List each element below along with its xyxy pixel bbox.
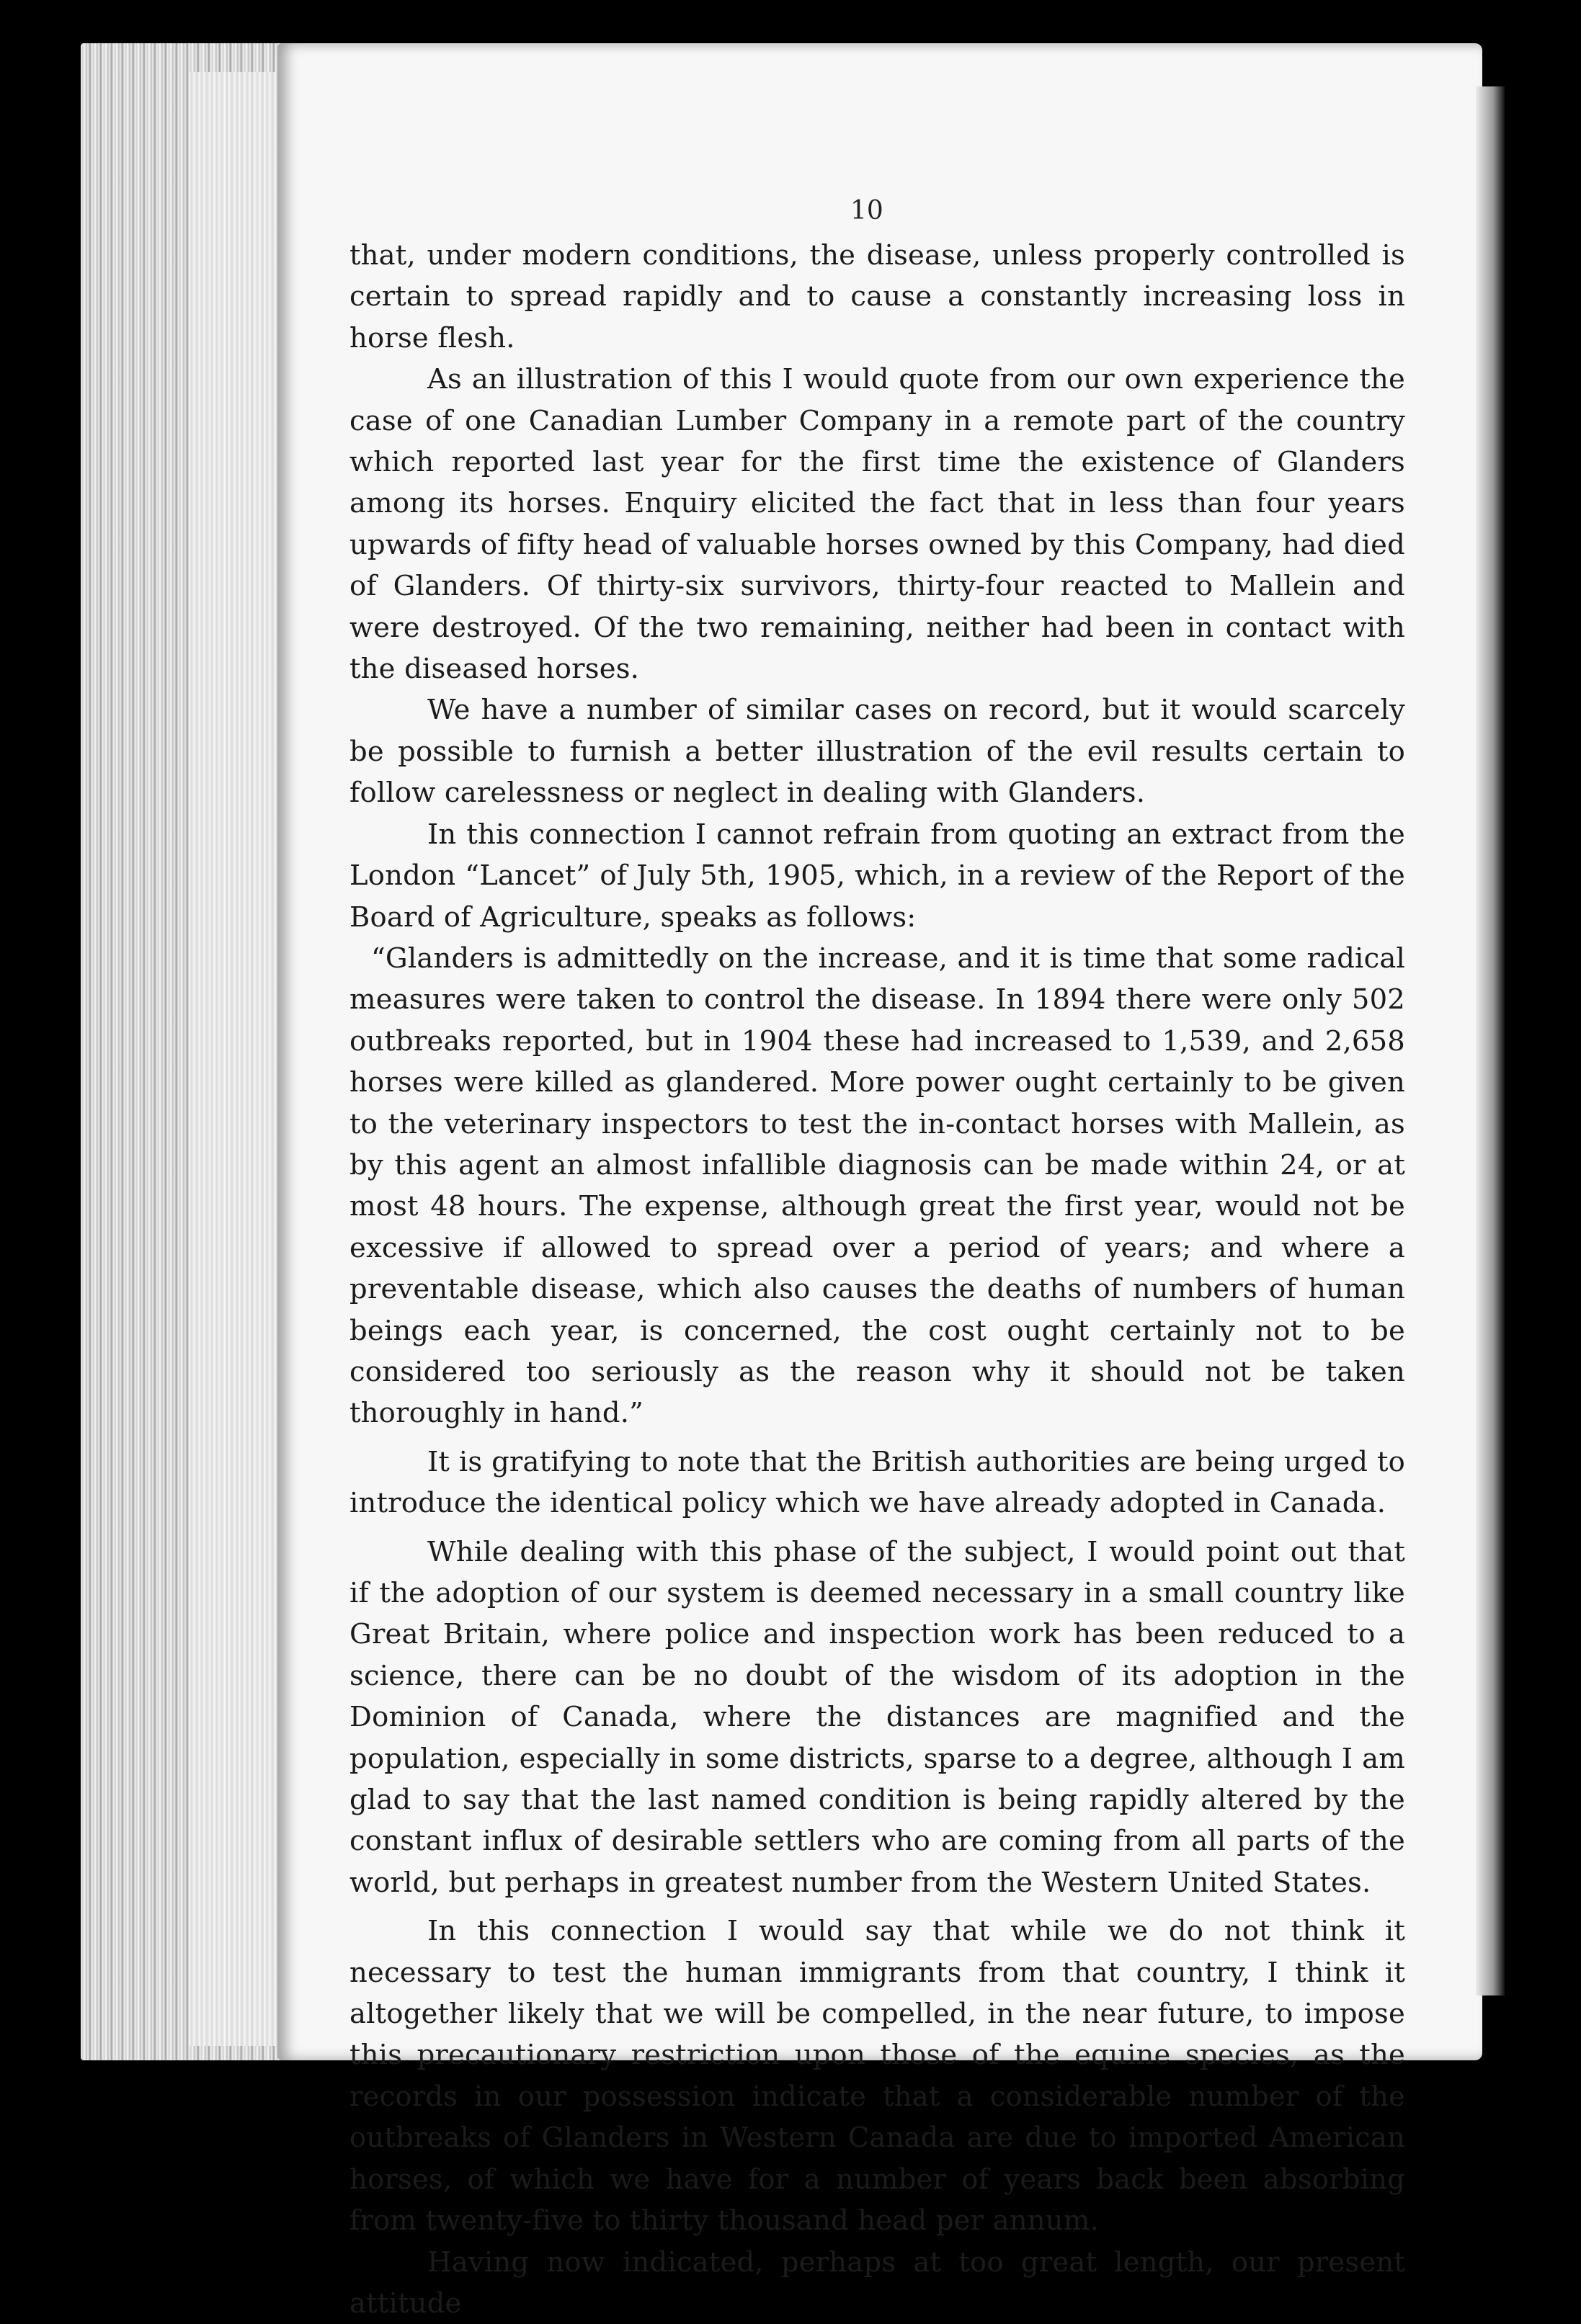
book-page-edges bbox=[81, 43, 297, 2060]
paragraph-lancet-intro: In this connection I cannot refrain from quoting an extract from the London “Lancet” of July 5th, 1905, which, in a review of the Report of the Board of Agriculture, speaks as follows: bbox=[349, 814, 1405, 938]
paragraph-similar-cases: We have a number of similar cases on record, but it would scarcely be possible to furnish a better illustration of the evil results certain to follow carelessness or neglect in dealing with Glanders. bbox=[349, 689, 1405, 813]
page-number: 10 bbox=[850, 196, 883, 225]
paragraph-lancet-quote: “Glanders is admittedly on the increase, and it is time that some radical measures were taken to control the disease. In 1894 there were only 502 outbreaks reported, but in 1904 these had increased to 1,539, and 2,658 horses were killed as glandered. More power ought certainly to be given to the veterinary inspectors to test the in-contact horses with Mallein, as by this agent an almost infallible diagnosis can be made within 24, or at most 48 hours. The expense, although great the first year, would not be excessive if allowed to spread over a period of years; and where a preventable disease, which also causes the deaths of numbers of human beings each year, is concerned, the cost ought certainly not to be considered too seriously as the reason why it should not be taken thoroughly in hand.” bbox=[349, 938, 1405, 1434]
paragraph-closing: Having now indicated, perhaps at too great length, our present attitude bbox=[349, 2242, 1405, 2324]
body-text bbox=[349, 195, 1405, 2324]
paragraph-american-horses: In this connection I would say that while we do not think it necessary to test the human immigrants from that country, I think it altogether likely that we will be compelled, in the near future, to impose this precautionary restriction upon those of the equine species, as the records in our possession indicate that a considerable number of the outbreaks of Glanders in Western Canada are due to imported American horses, of which we have for a number of years back been absorbing from twenty-five to thirty thousand head per annum. bbox=[349, 1910, 1405, 2241]
paragraph-british-authorities: It is gratifying to note that the British authorities are being urged to introduce the identical policy which we have already adopted in Canada. bbox=[349, 1442, 1405, 1524]
page-right-edge-shadow bbox=[1476, 86, 1505, 1995]
paragraph-dominion-of-canada: While dealing with this phase of the subject, I would point out that if the adoption of our system is deemed necessary in a small country like Great Britain, where police and inspection work has been reduced to a science, there can be no doubt of the wisdom of its adoption in the Dominion of Canada, where the distances are magnified and the population, especially in some districts, sparse to a degree, although I am glad to say that the last named condition is being rapidly altered by the constant influx of desirable settlers who are coming from all parts of the world, but perhaps in greatest number from the Western United States. bbox=[349, 1532, 1405, 1904]
paragraph-lumber-company: As an illustration of this I would quote from our own experience the case of one Canadian Lumber Company in a remote part of the country which reported last year for the first time the existence of Glanders among its horses. Enquiry elicited the fact that in less than four years upwards of fifty head of valuable horses owned by this Company, had died of Glanders. Of thirty-six survivors, thirty-four reacted to Mallein and were destroyed. Of the two remaining, neither had been in contact with the diseased horses. bbox=[349, 359, 1405, 689]
paragraph-continuation: that, under modern conditions, the disease, unless properly controlled is certain to spread rapidly and to cause a constantly increasing loss in horse flesh. bbox=[349, 235, 1405, 359]
